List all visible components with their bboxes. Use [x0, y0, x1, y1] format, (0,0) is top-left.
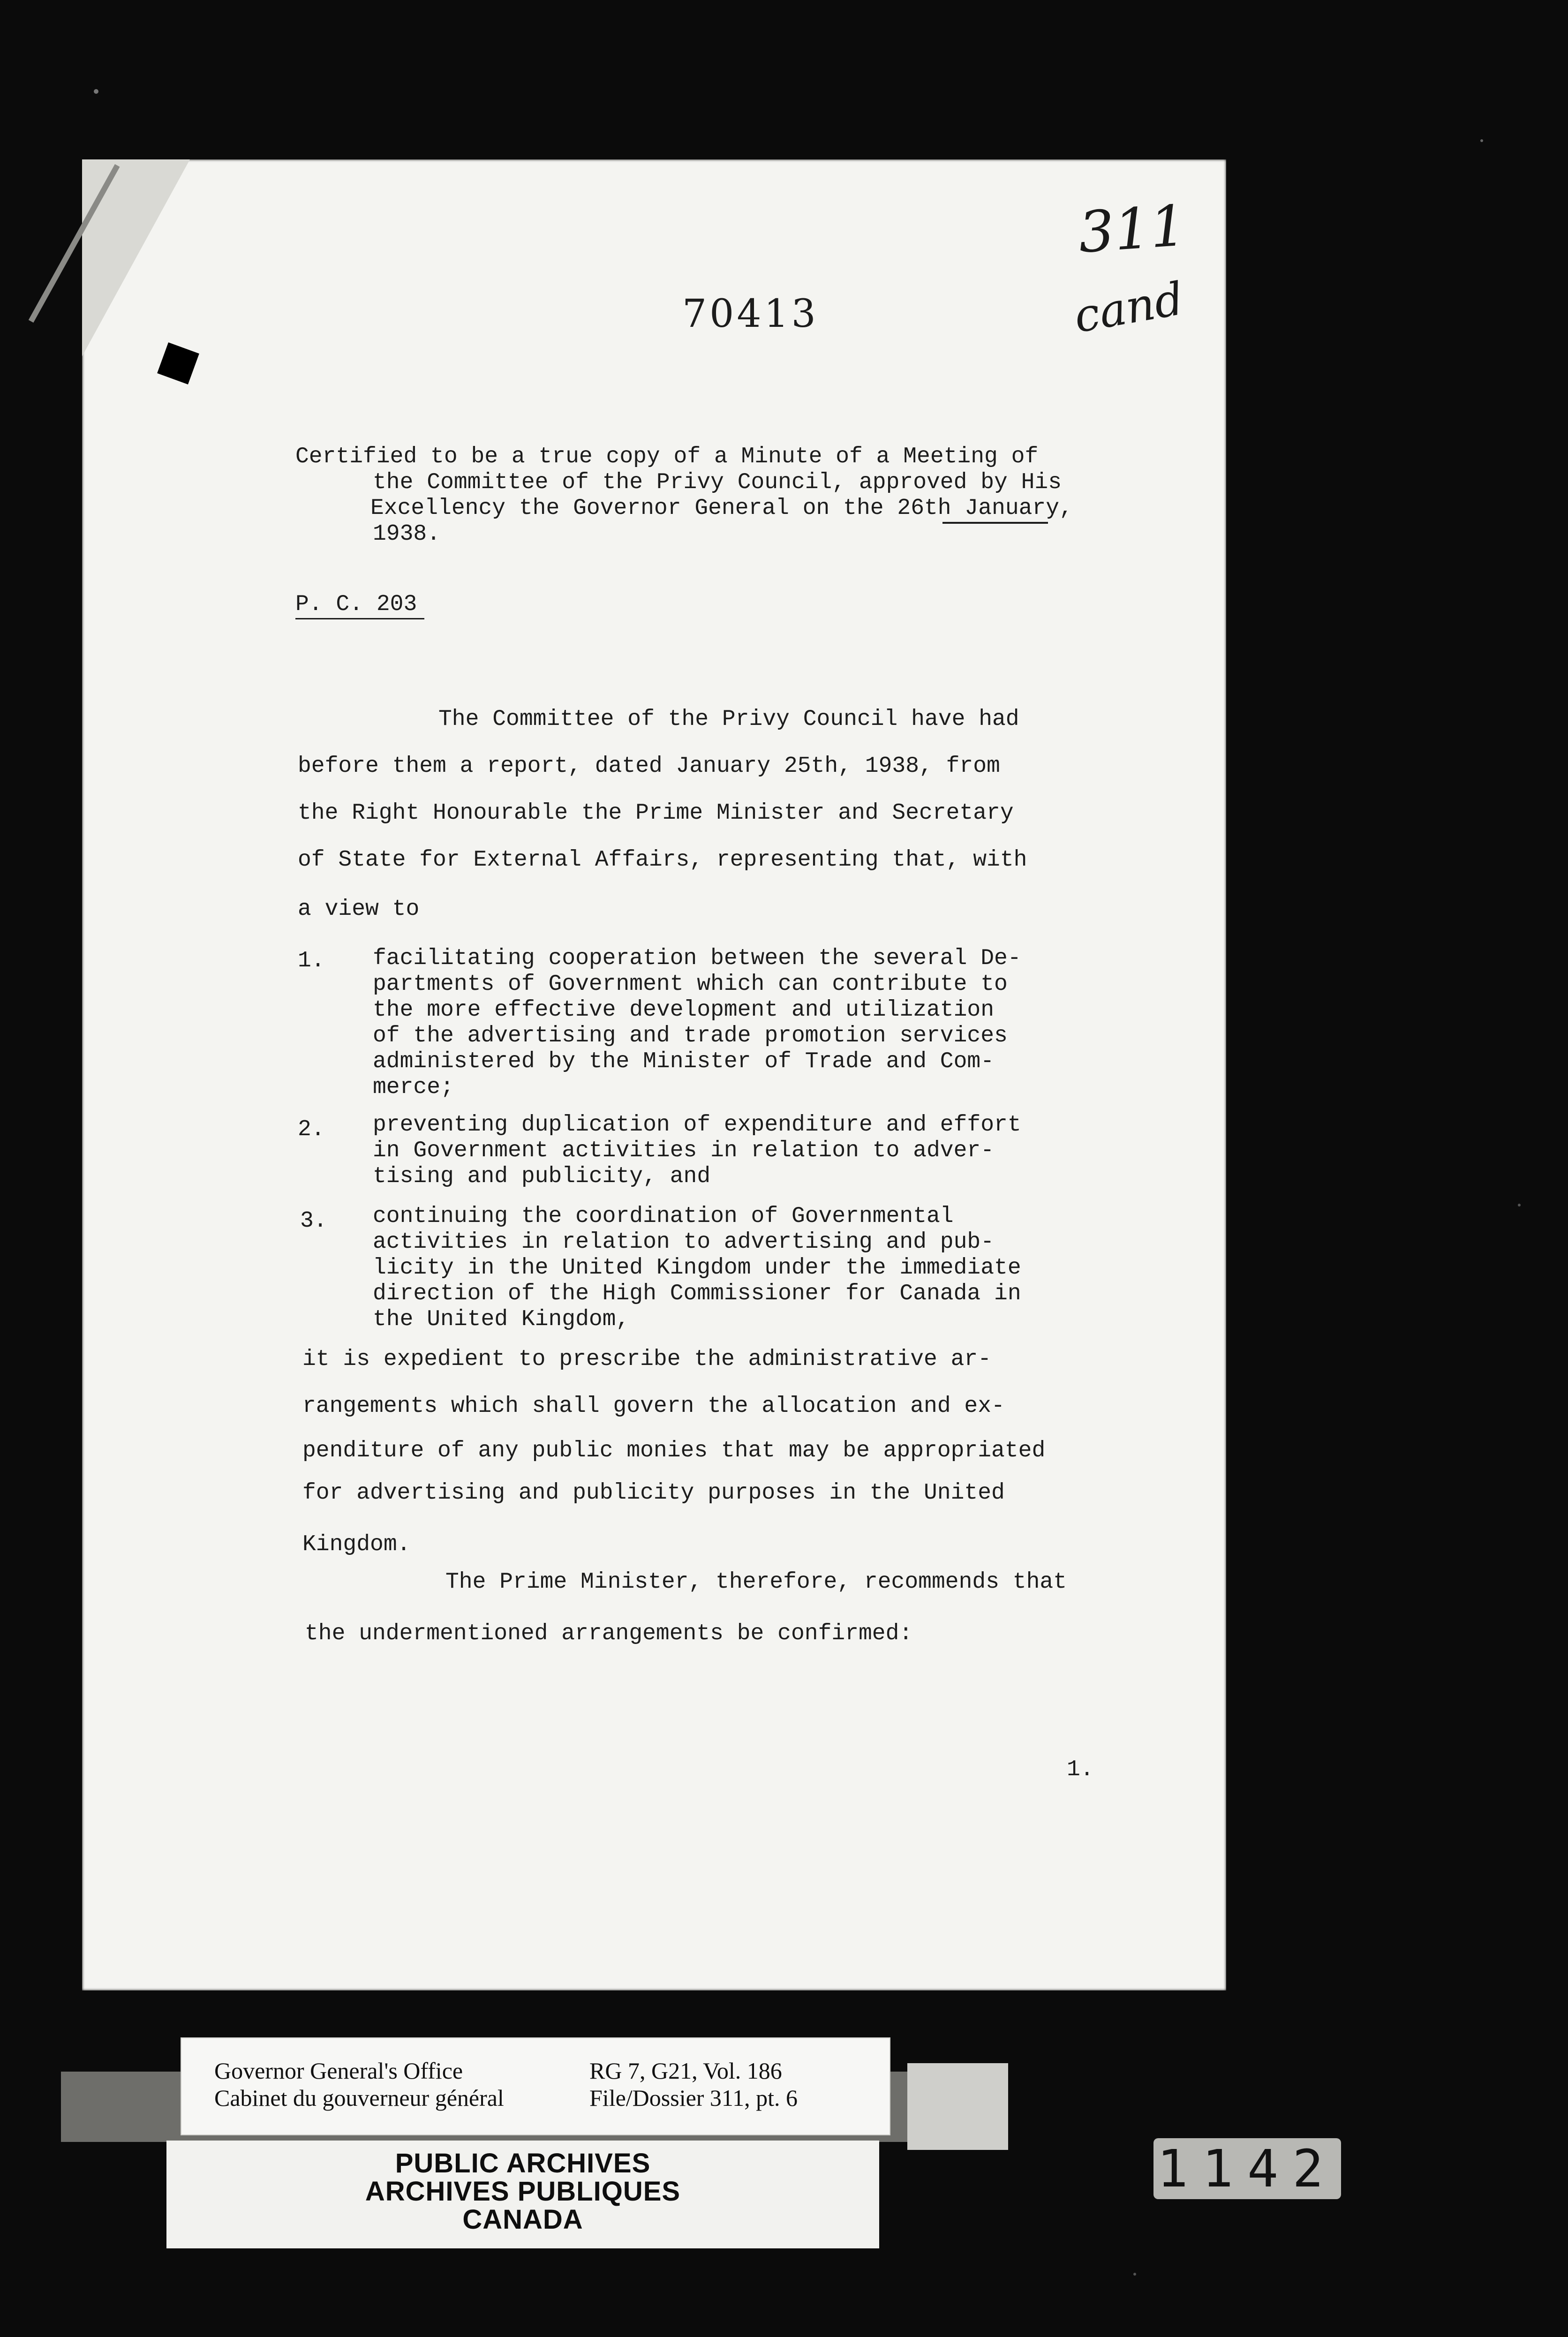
list-item-number: 3.: [300, 1208, 327, 1234]
frame-counter-number: 1142: [1157, 2139, 1338, 2199]
office-name-english: Governor General's Office: [214, 2058, 463, 2084]
list-item-number: 2.: [298, 1117, 325, 1142]
archives-stamp-line-3: CANADA: [462, 2204, 583, 2235]
body-line-5: a view to: [298, 897, 420, 922]
archives-stamp-line-1: PUBLIC ARCHIVES: [395, 2148, 651, 2179]
list-item-1-line-2: partments of Government which can contribute to: [373, 972, 1008, 997]
list-item-1-line-5: administered by the Minister of Trade and Com-: [373, 1049, 995, 1074]
conclusion-line-2: rangements which shall govern the allocation and ex-: [302, 1394, 1005, 1419]
list-item-3-line-1: continuing the coordination of Governmental: [373, 1204, 954, 1229]
page-marker: 1.: [1067, 1757, 1094, 1782]
conclusion-line-1: it is expedient to prescribe the administrative ar-: [302, 1347, 992, 1372]
list-item-1-line-4: of the advertising and trade promotion services: [373, 1023, 1008, 1048]
certification-line-2: the Committee of the Privy Council, approved by His: [373, 470, 1062, 495]
certification-line-3: Excellency the Governor General on the 26th January,: [370, 496, 1073, 521]
list-item-number: 1.: [298, 948, 325, 973]
file-number: 70413: [682, 292, 819, 336]
conclusion-line-3: penditure of any public monies that may be appropriated: [302, 1438, 1046, 1463]
list-item-3-line-4: direction of the High Commissioner for Canada in: [373, 1281, 1021, 1306]
recommendation-line-2: the undermentioned arrangements be confirmed:: [305, 1621, 913, 1646]
frame-counter: [1153, 2138, 1341, 2199]
recommendation-line-1: The Prime Minister, therefore, recommends that: [445, 1569, 1067, 1595]
certification-line-4: 1938.: [373, 521, 441, 547]
body-line-3: the Right Honourable the Prime Minister and Secretary: [298, 800, 1014, 826]
handwritten-note-word: cand: [1070, 272, 1188, 343]
body-line-2: before them a report, dated January 25th, 1938, from: [298, 754, 1000, 779]
list-item-2-line-3: tising and publicity, and: [373, 1164, 711, 1189]
conclusion-line-5: Kingdom.: [302, 1532, 411, 1557]
pc-number: P. C. 203: [295, 592, 417, 617]
body-line-1: The Committee of the Privy Council have had: [438, 707, 1019, 732]
list-item-2-line-2: in Government activities in relation to adver-: [373, 1138, 995, 1163]
archive-label-tab: [907, 2063, 1008, 2150]
list-item-1-line-1: facilitating cooperation between the several De-: [373, 946, 1021, 971]
archives-stamp-line-2: ARCHIVES PUBLIQUES: [365, 2176, 681, 2207]
body-line-4: of State for External Affairs, representing that, with: [298, 847, 1027, 873]
archive-reference-label: [181, 2037, 890, 2135]
certification-line-1: Certified to be a true copy of a Minute of a Meeting of: [295, 444, 1039, 469]
list-item-3-line-2: activities in relation to advertising and pub-: [373, 1229, 995, 1255]
list-item-2-line-1: preventing duplication of expenditure and effort: [373, 1112, 1021, 1138]
list-item-3-line-3: licity in the United Kingdom under the immediate: [373, 1255, 1021, 1281]
file-reference: File/Dossier 311, pt. 6: [589, 2085, 798, 2111]
list-item-3-line-5: the United Kingdom,: [373, 1307, 630, 1332]
list-item-1-line-6: merce;: [373, 1075, 454, 1100]
conclusion-line-4: for advertising and publicity purposes in the United: [302, 1480, 1005, 1506]
pc-number-underline: [295, 618, 424, 619]
handwritten-note-number: 311: [1076, 193, 1188, 266]
record-group-reference: RG 7, G21, Vol. 186: [589, 2058, 782, 2084]
folded-corner: [82, 159, 190, 356]
office-name-french: Cabinet du gouverneur général: [214, 2085, 504, 2111]
list-item-1-line-3: the more effective development and utilization: [373, 997, 995, 1023]
date-underline: [942, 522, 1048, 524]
public-archives-stamp: [166, 2141, 879, 2248]
